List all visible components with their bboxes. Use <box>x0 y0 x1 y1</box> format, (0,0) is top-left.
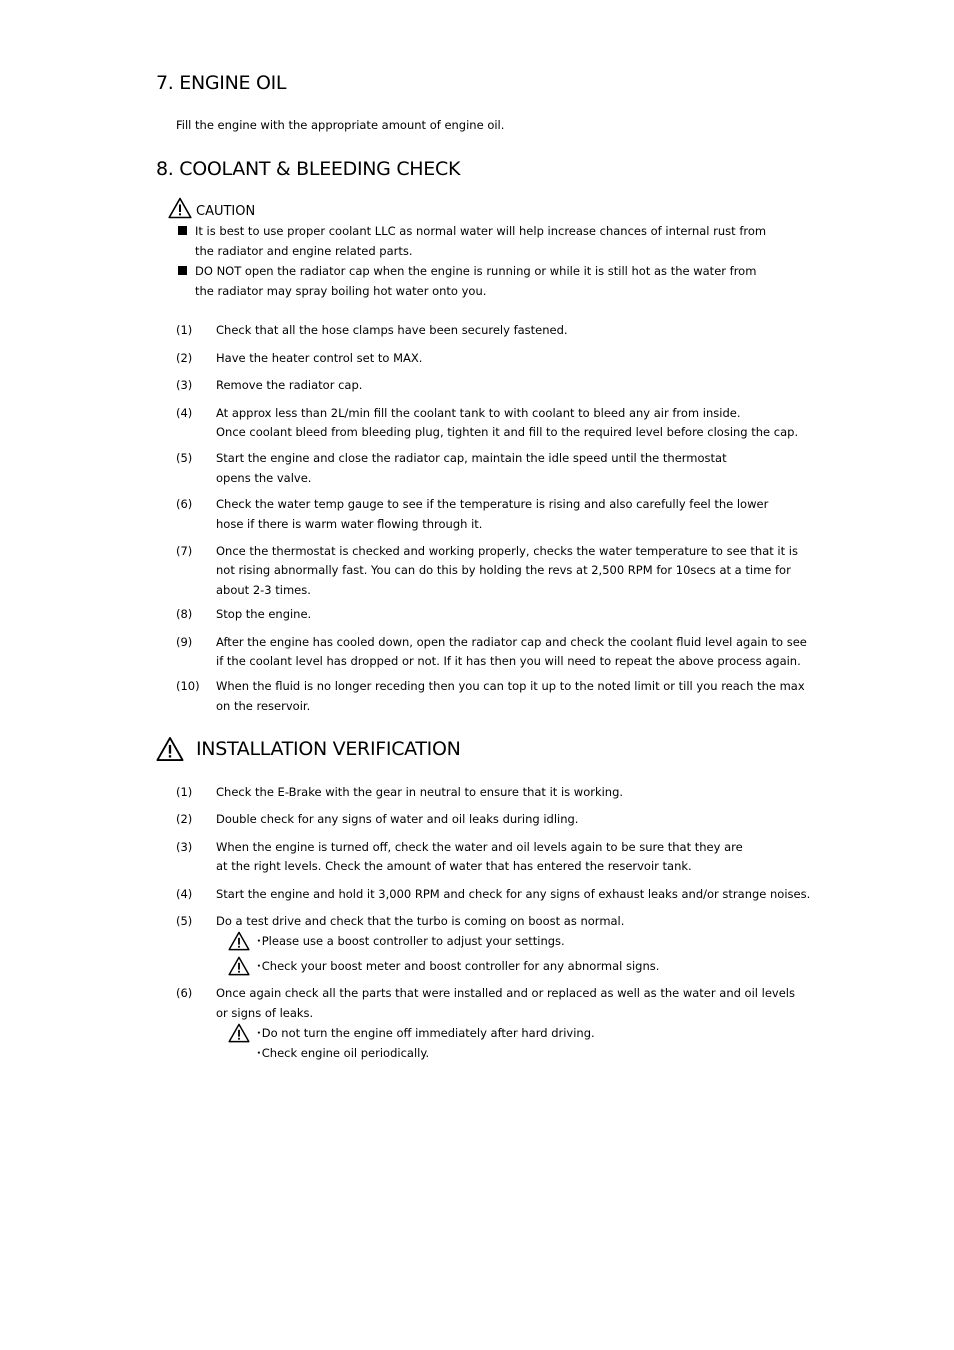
step-number: (4) <box>176 887 193 901</box>
note-text: ･Do not turn the engine off immediately after hard driving. <box>256 1026 595 1040</box>
bullet-square-icon <box>178 226 187 235</box>
section-7-heading: 7. ENGINE OIL <box>156 72 287 94</box>
step-text: Once coolant bleed from bleeding plug, tighten it and fill to the required level before closing the cap. <box>216 425 799 439</box>
caution-warning-icon <box>168 197 192 219</box>
step-text: Start the engine and hold it 3,000 RPM and check for any signs of exhaust leaks and/or strange noises. <box>216 887 811 901</box>
step-text: Check the water temp gauge to see if the temperature is rising and also carefully feel the lower <box>216 497 769 511</box>
warning-icon <box>228 931 250 951</box>
step-number: (9) <box>176 635 193 649</box>
step-text: opens the valve. <box>216 471 312 485</box>
step-text: hose if there is warm water flowing through it. <box>216 517 483 531</box>
caution-2-line-1: DO NOT open the radiator cap when the engine is running or while it is still hot as the water from <box>195 264 757 278</box>
step-text: Check the E-Brake with the gear in neutral to ensure that it is working. <box>216 785 624 799</box>
step-text: At approx less than 2L/min fill the coolant tank to with coolant to bleed any air from inside. <box>216 406 741 420</box>
step-number: (1) <box>176 323 193 337</box>
step-text: Remove the radiator cap. <box>216 378 363 392</box>
step-text: Do a test drive and check that the turbo is coming on boost as normal. <box>216 914 625 928</box>
step-number: (7) <box>176 544 193 558</box>
step-text: on the reservoir. <box>216 699 311 713</box>
step-text: After the engine has cooled down, open the radiator cap and check the coolant fluid level again to see <box>216 635 807 649</box>
warning-icon <box>228 956 250 976</box>
caution-1-line-1: It is best to use proper coolant LLC as normal water will help increase chances of internal rust from <box>195 224 767 238</box>
step-text: Have the heater control set to MAX. <box>216 351 423 365</box>
step-number: (5) <box>176 914 193 928</box>
verification-warning-icon <box>156 736 184 762</box>
caution-label: CAUTION <box>196 204 256 219</box>
step-number: (6) <box>176 497 193 511</box>
verification-heading: INSTALLATION VERIFICATION <box>196 738 461 760</box>
caution-1-line-2: the radiator and engine related parts. <box>195 244 413 258</box>
note-text: ･Check your boost meter and boost controller for any abnormal signs. <box>256 959 660 973</box>
step-number: (5) <box>176 451 193 465</box>
note-text: ･Please use a boost controller to adjust your settings. <box>256 934 565 948</box>
step-text: Once again check all the parts that were installed and or replaced as well as the water and oil levels <box>216 986 795 1000</box>
warning-icon <box>228 1023 250 1043</box>
note-text: ･Check engine oil periodically. <box>256 1046 430 1060</box>
step-number: (6) <box>176 986 193 1000</box>
section-7-body: Fill the engine with the appropriate amount of engine oil. <box>176 118 505 132</box>
step-text: at the right levels. Check the amount of water that has entered the reservoir tank. <box>216 859 692 873</box>
step-text: When the engine is turned off, check the water and oil levels again to be sure that they are <box>216 840 743 854</box>
step-text: Stop the engine. <box>216 607 312 621</box>
step-number: (2) <box>176 812 193 826</box>
step-text: if the coolant level has dropped or not. If it has then you will need to repeat the above process again. <box>216 654 801 668</box>
caution-2-line-2: the radiator may spray boiling hot water onto you. <box>195 284 487 298</box>
step-number: (1) <box>176 785 193 799</box>
section-8-heading: 8. COOLANT & BLEEDING CHECK <box>156 158 461 180</box>
step-text: Check that all the hose clamps have been securely fastened. <box>216 323 568 337</box>
step-number: (10) <box>176 679 200 693</box>
bullet-square-icon <box>178 266 187 275</box>
step-number: (2) <box>176 351 193 365</box>
step-number: (3) <box>176 840 193 854</box>
step-text: or signs of leaks. <box>216 1006 314 1020</box>
step-text: When the fluid is no longer receding then you can top it up to the noted limit or till you reach the max <box>216 679 805 693</box>
step-number: (8) <box>176 607 193 621</box>
step-number: (4) <box>176 406 193 420</box>
step-text: Once the thermostat is checked and working properly, checks the water temperature to see that it is <box>216 544 798 558</box>
step-number: (3) <box>176 378 193 392</box>
step-text: not rising abnormally fast. You can do this by holding the revs at 2,500 RPM for 10secs at a time for <box>216 563 791 577</box>
step-text: about 2-3 times. <box>216 583 311 597</box>
step-text: Double check for any signs of water and oil leaks during idling. <box>216 812 579 826</box>
step-text: Start the engine and close the radiator cap, maintain the idle speed until the thermostat <box>216 451 727 465</box>
